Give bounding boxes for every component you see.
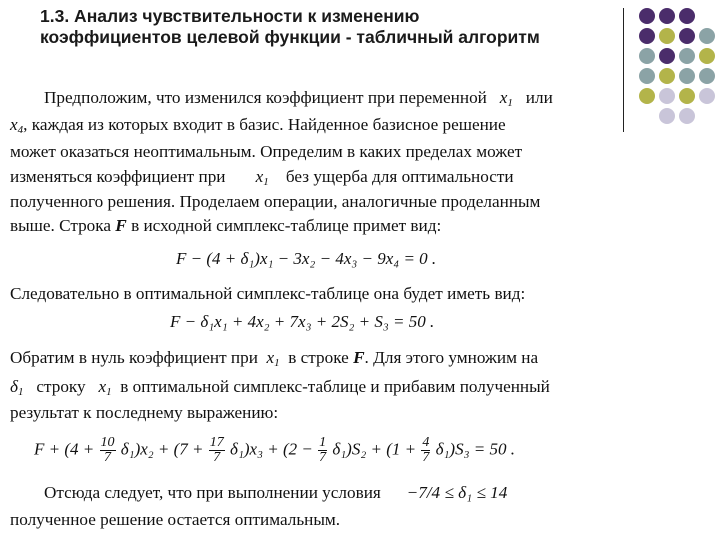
decor-dot: [659, 28, 675, 44]
decor-dot: [639, 88, 655, 104]
text-line: $\delta_1$ строку $x_1$ в оптимальной симплекс-таблице и прибавим полученный: [10, 377, 550, 398]
text-line: Отсюда следует, что при выполнении условия −7/4 ≤ δ₁ ≤ 14: [44, 483, 508, 502]
decor-dot: [659, 8, 675, 24]
equation-initial-row: F − (4 + δ₁)x₁ − 3x₂ − 4x₃ − 9x₄ = 0 .: [176, 249, 437, 268]
decor-dot: [639, 28, 655, 44]
decor-dot: [679, 68, 695, 84]
decor-dot: [679, 88, 695, 104]
text-line: Следовательно в оптимальной симплекс-таблице она будет иметь вид:: [10, 284, 526, 303]
variable-x4: $x_4$: [10, 115, 24, 136]
text-line: результат к последнему выражению:: [10, 403, 279, 422]
decor-dot: [639, 48, 655, 64]
decor-dot: [679, 48, 695, 64]
text-line: может оказаться неоптимальным. Определим в каких пределах может: [10, 142, 523, 161]
decor-dot: [699, 68, 715, 84]
decor-dot: [699, 88, 715, 104]
text-line: полученное решение остается оптимальным.: [10, 510, 341, 529]
equation-combined: F + (4 + $\frac{10}{7}$ δ₁)x₂ + (7 + $\frac{17}{7}$ δ₁)x₃ + (2 − $\frac{1}{7}$ δ₁)S₂ + (1 + $\frac{4}{7}$ δ₁)S₃ = 50 .: [34, 435, 515, 465]
decor-dot: [659, 48, 675, 64]
variable-x1: $x_1$: [499, 88, 513, 109]
variable-x1: $x_1$: [255, 167, 269, 188]
decor-dot: [639, 68, 655, 84]
decor-dot: [679, 8, 695, 24]
text-line: Обратим в нуль коэффициент при $x_1$ в строке F. Для этого умножим на: [10, 348, 539, 369]
slide-title: [40, 6, 620, 48]
title-line-2: коэффициентов целевой функции - табличный алгоритм: [40, 27, 540, 47]
condition-inequality: −7/4 ≤ δ₁ ≤ 14: [406, 483, 508, 502]
decor-dot: [699, 48, 715, 64]
decor-dot: [659, 68, 675, 84]
decor-dot: [659, 88, 675, 104]
text-line: полученного решения. Проделаем операции, аналогичные проделанным: [10, 192, 541, 211]
decor-dot: [659, 108, 675, 124]
decor-dot: [679, 108, 695, 124]
text-line: Предположим, что изменился коэффициент при переменной $x_1$ или: [44, 88, 553, 109]
decor-dot: [639, 8, 655, 24]
text-line: изменяться коэффициент при $x_1$ без ущерба для оптимальности: [10, 167, 514, 188]
decor-dot: [679, 28, 695, 44]
title-line-1: 1.3. Анализ чувствительности к изменению: [40, 6, 420, 26]
decor-dot: [699, 28, 715, 44]
text-line: выше. Строка F в исходной симплекс-таблице примет вид:: [10, 216, 442, 235]
text-line: $x_4$, каждая из которых входит в базис. Найденное базисное решение: [10, 115, 506, 136]
equation-optimal-row: F − δ₁x₁ + 4x₂ + 7x₃ + 2S₂ + S₃ = 50 .: [170, 312, 435, 331]
vertical-divider: [623, 8, 624, 132]
